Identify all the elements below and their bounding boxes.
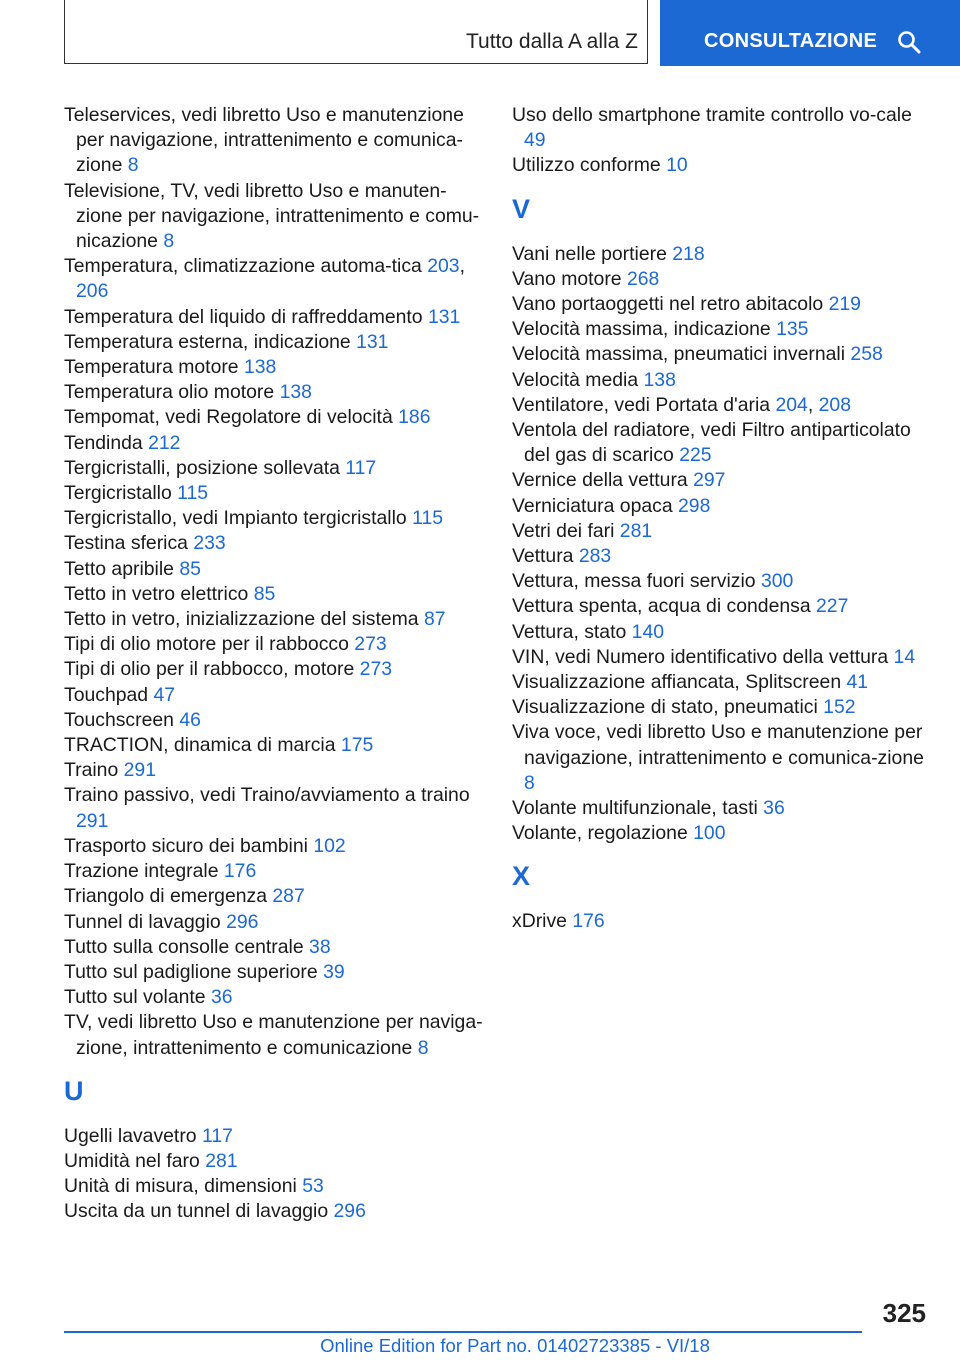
index-entry <box>64 456 484 481</box>
index-entry <box>512 103 932 153</box>
page-reference-link[interactable]: 283 <box>578 545 612 568</box>
page-reference-link[interactable]: 233 <box>193 532 226 555</box>
index-entry <box>512 519 932 544</box>
page-reference-link[interactable]: 268 <box>626 267 660 290</box>
index-entry <box>512 292 932 317</box>
page-reference-link[interactable]: 281 <box>619 519 653 542</box>
index-entry <box>512 569 932 594</box>
page-reference-link[interactable]: 273 <box>359 658 393 681</box>
index-entry-text: Testina sferica <box>64 532 188 555</box>
index-entry-text: Temperatura motore <box>64 356 239 379</box>
index-entry <box>64 582 484 607</box>
consultazione-tab-label: CONSULTAZIONE <box>704 30 878 52</box>
index-entry-text: Vernice della vettura <box>512 469 688 492</box>
index-entry-text: Vettura <box>512 545 574 568</box>
index-entry <box>512 909 932 934</box>
index-entry-text: Temperatura, climatizzazione automa‐tica <box>64 255 422 278</box>
index-entry <box>512 494 932 519</box>
index-entry-text: Vano motore <box>512 267 622 290</box>
index-entry-text: xDrive <box>512 910 567 933</box>
index-entry <box>512 153 932 178</box>
index-entry-text: Vano portaoggetti nel retro abitacolo <box>512 293 824 316</box>
index-entry-text: Triangolo di emergenza <box>64 885 267 908</box>
page-reference-link[interactable]: 39 <box>323 960 345 983</box>
index-column-right <box>512 103 932 935</box>
page-reference-link[interactable]: 140 <box>631 620 665 643</box>
index-column-left <box>64 103 484 1225</box>
index-entry-text: Tetto in vetro, inizializzazione del sistema <box>64 608 419 631</box>
page-reference-link[interactable]: 296 <box>226 910 259 933</box>
page-reference-link[interactable]: 206 <box>76 280 109 303</box>
index-entry-text: Teleservices, vedi libretto Uso e manutenzione per navigazione, intrattenimento e comunica‐zione <box>64 104 464 177</box>
index-entry-text: Tergicristalli, posizione sollevata <box>64 456 340 479</box>
page-reference-link[interactable]: 298 <box>678 494 711 517</box>
index-entry-text: Vettura spenta, acqua di condensa <box>512 595 811 618</box>
index-entry <box>64 683 484 708</box>
index-entry-text: Uso dello smartphone tramite controllo vo‐cale <box>512 104 912 126</box>
index-entry-text: Trasporto sicuro dei bambini <box>64 834 308 857</box>
index-entry-text: Vetri dei fari <box>512 519 615 542</box>
index-entry <box>64 859 484 884</box>
index-entry <box>64 834 484 859</box>
index-entry <box>512 242 932 267</box>
page-reference-link[interactable]: 117 <box>345 456 377 479</box>
index-entry <box>512 594 932 619</box>
index-entry-text: VIN, vedi Numero identificativo della vettura <box>512 645 889 668</box>
index-entry-text: Televisione, TV, vedi libretto Uso e manuten‐zione per navigazione, intrattenimento e comu‐nicazione <box>64 179 480 253</box>
index-entry-text: Tutto sul volante <box>64 986 206 1009</box>
page-reference-link[interactable]: 281 <box>205 1149 238 1172</box>
index-entry-text: Touchscreen <box>64 708 174 731</box>
index-entry-text: Temperatura del liquido di raffreddamento <box>64 305 423 328</box>
page-reference-link[interactable]: 10 <box>666 154 688 177</box>
index-entry <box>512 720 932 796</box>
footer-rule <box>64 1331 862 1333</box>
index-entry <box>64 1174 484 1199</box>
index-entry <box>64 1199 484 1224</box>
page-reference-link[interactable]: 291 <box>76 809 109 832</box>
index-entry-text: Unità di misura, dimensioni <box>64 1175 297 1198</box>
page-reference-link[interactable]: 8 <box>417 1036 429 1059</box>
index-entry <box>64 1010 484 1060</box>
page-reference-link[interactable]: 100 <box>693 822 726 845</box>
index-entry-text: Velocità media <box>512 368 639 391</box>
page-reference-link[interactable]: 176 <box>572 910 605 933</box>
index-entry-text: Tutto sulla consolle centrale <box>64 935 304 958</box>
page-reference-link[interactable]: 152 <box>823 696 856 719</box>
index-entry-text: Traino passivo, vedi Traino/avviamento a traino <box>64 784 470 807</box>
page-reference-link[interactable]: 212 <box>148 431 181 454</box>
index-entry <box>512 317 932 342</box>
page-reference-link[interactable]: 38 <box>309 935 331 958</box>
footer-edition-text: Online Edition for Part no. 01402723385 - VI/18 <box>320 1335 710 1356</box>
index-entry <box>512 368 932 393</box>
index-entry-text: Visualizzazione di stato, pneumatici <box>512 696 818 719</box>
consultazione-tab[interactable] <box>660 0 960 66</box>
index-entry <box>64 405 484 430</box>
page-reference-link[interactable]: 219 <box>828 293 861 316</box>
index-entry <box>512 544 932 569</box>
index-entry-text: Volante multifunzionale, tasti <box>512 797 758 820</box>
index-entry <box>512 695 932 720</box>
index-entry <box>512 670 932 695</box>
page-reference-link[interactable]: 186 <box>398 406 431 429</box>
index-entry: Temperatura, climatizzazione automa‐tica 203, 206 <box>64 255 465 303</box>
index-entry-text: Tipi di olio per il rabbocco, motore <box>64 658 355 681</box>
index-entry <box>512 645 932 670</box>
page-reference-link[interactable]: 8 <box>127 154 139 177</box>
index-entry <box>64 632 484 657</box>
index-entry <box>64 431 484 456</box>
index-entry <box>64 733 484 758</box>
page-reference-link[interactable]: 175 <box>340 734 374 757</box>
index-letter-heading: X <box>512 861 531 892</box>
page-reference-link[interactable]: 47 <box>153 683 176 706</box>
index-entry <box>64 910 484 935</box>
index-entry <box>512 468 932 493</box>
page-reference-link[interactable]: 131 <box>356 330 389 353</box>
index-entry-text: Tergicristallo, vedi Impianto tergicristallo <box>64 507 407 530</box>
index-entry <box>512 342 932 367</box>
index-entry-text: Vettura, stato <box>512 620 627 643</box>
page-reference-link[interactable]: 46 <box>179 708 201 731</box>
page-reference-link[interactable]: 176 <box>223 860 257 883</box>
page-reference-link[interactable]: 117 <box>201 1124 233 1147</box>
section-title: Tutto dalla A alla Z <box>466 30 638 53</box>
index-entry <box>64 758 484 783</box>
index-letter-heading: V <box>512 193 531 224</box>
index-entry <box>64 179 484 255</box>
index-entry <box>64 481 484 506</box>
index-entry-text: Temperatura olio motore <box>64 381 275 404</box>
index-entry <box>64 506 484 531</box>
page-reference-link[interactable]: 87 <box>423 608 446 631</box>
index-entry-text: Tutto sul padiglione superiore <box>64 960 318 983</box>
index-entry <box>64 380 484 405</box>
index-entry-text: Ventilatore, vedi Portata d'aria <box>512 393 771 416</box>
page-reference-link[interactable]: 36 <box>210 986 233 1009</box>
index-entry <box>64 330 484 355</box>
page-reference-link[interactable]: 296 <box>333 1200 366 1223</box>
page-reference-link[interactable]: 49 <box>524 129 546 152</box>
index-entry <box>64 103 484 179</box>
page-reference-link[interactable]: 53 <box>302 1175 324 1198</box>
index-entry <box>64 960 484 985</box>
page-reference-link[interactable]: 287 <box>272 885 305 908</box>
index-entry-text: Velocità massima, pneumatici invernali <box>512 343 846 366</box>
index-entry-text: Temperatura esterna, indicazione <box>64 330 351 353</box>
page-reference-link[interactable]: 208 <box>818 393 851 416</box>
index-entry <box>64 557 484 582</box>
page-reference-link[interactable]: 115 <box>177 482 209 505</box>
index-entry-text: Trazione integrale <box>64 860 219 883</box>
index-entry <box>64 708 484 733</box>
index-entry-text: Tetto apribile <box>64 557 174 580</box>
index-entry <box>64 935 484 960</box>
page-reference-link[interactable]: 297 <box>693 469 726 492</box>
page-reference-link[interactable]: 218 <box>672 242 705 265</box>
index-entry-text: Tempomat, vedi Regolatore di velocità <box>64 406 393 429</box>
index-entry-text: Volante, regolazione <box>512 822 688 845</box>
index-entry-text: Tunnel di lavaggio <box>64 910 221 933</box>
index-entry-text: Viva voce, vedi libretto Uso e manutenzione per navigazione, intrattenimento e comunica‐zione <box>512 721 924 769</box>
page-reference-link[interactable]: 135 <box>776 318 809 341</box>
page-reference-link[interactable]: 8 <box>524 771 535 794</box>
page-reference-link[interactable]: 138 <box>243 356 277 379</box>
index-entry-text: Vani nelle portiere <box>512 242 667 265</box>
index-entry <box>64 531 484 556</box>
page-reference-link[interactable]: 258 <box>850 343 883 366</box>
page-reference-link[interactable]: 85 <box>253 582 276 605</box>
index-entry <box>512 796 932 821</box>
page-reference-link[interactable]: 14 <box>893 645 916 668</box>
index-entry-text: Traino <box>64 759 119 782</box>
index-entry-text: Visualizzazione affiancata, Splitscreen <box>512 671 842 694</box>
page-reference-link[interactable]: 273 <box>354 633 387 656</box>
index-entry <box>64 985 484 1010</box>
index-entry <box>64 783 484 833</box>
index-entry-text: Touchpad <box>64 683 149 706</box>
page-reference-link[interactable]: 102 <box>313 834 346 857</box>
index-entry <box>64 884 484 909</box>
page-reference-link[interactable]: 204 <box>775 393 808 416</box>
index-entry <box>64 1149 484 1174</box>
index-entry-text: Uscita da un tunnel di lavaggio <box>64 1200 329 1223</box>
index-entry <box>64 355 484 380</box>
page-reference-link[interactable]: 41 <box>846 671 869 694</box>
index-entry <box>512 620 932 645</box>
page-reference-link[interactable]: 36 <box>763 797 785 820</box>
page-reference-link[interactable]: 138 <box>643 368 676 391</box>
index-entry-text: Umidità nel faro <box>64 1149 200 1172</box>
search-icon[interactable] <box>897 30 921 54</box>
index-entry <box>512 821 932 846</box>
index-entry-text: Tetto in vetro elettrico <box>64 582 249 605</box>
index-entry-text: Verniciatura opaca <box>512 494 673 517</box>
page-reference-link[interactable]: 225 <box>679 444 712 467</box>
index-entry <box>64 607 484 632</box>
page-reference-link[interactable]: 300 <box>760 570 794 593</box>
index-entry-text: TRACTION, dinamica di marcia <box>64 734 336 757</box>
index-entry <box>64 305 484 330</box>
page-reference-link[interactable]: 8 <box>163 230 175 253</box>
index-entry-text: Ugelli lavavetro <box>64 1124 197 1147</box>
page-reference-link[interactable]: 138 <box>279 381 312 404</box>
index-entry-text: TV, vedi libretto Uso e manutenzione per naviga‐zione, intrattenimento e comunicazione <box>64 1011 483 1059</box>
page-reference-link[interactable]: 131 <box>427 305 461 328</box>
index-entry-text: Velocità massima, indicazione <box>512 318 771 341</box>
index-entry <box>64 1124 484 1149</box>
index-entry <box>512 267 932 292</box>
index-entry-text: Ventola del radiatore, vedi Filtro antiparticolato del gas di scarico <box>512 419 911 467</box>
index-entry <box>512 418 932 468</box>
index-entry-text: Tipi di olio motore per il rabbocco <box>64 633 349 656</box>
page-reference-link[interactable]: 85 <box>179 557 201 580</box>
page-reference-link[interactable]: 291 <box>123 759 156 782</box>
page-number: 325 <box>882 1298 926 1328</box>
page-reference-link[interactable]: 227 <box>816 595 849 618</box>
index-entry-text: Tendinda <box>64 431 143 454</box>
page-reference-link[interactable]: 115 <box>412 507 444 530</box>
index-entry: Ventilatore, vedi Portata d'aria 204, 208 <box>512 393 851 416</box>
index-entry-text: Tergicristallo <box>64 482 172 505</box>
index-entry <box>64 657 484 682</box>
page-reference-link[interactable]: 203 <box>427 255 460 278</box>
index-letter-heading: U <box>64 1075 84 1106</box>
index-entry-text: Utilizzo conforme <box>512 154 661 177</box>
index-entry-text: Vettura, messa fuori servizio <box>512 570 756 593</box>
